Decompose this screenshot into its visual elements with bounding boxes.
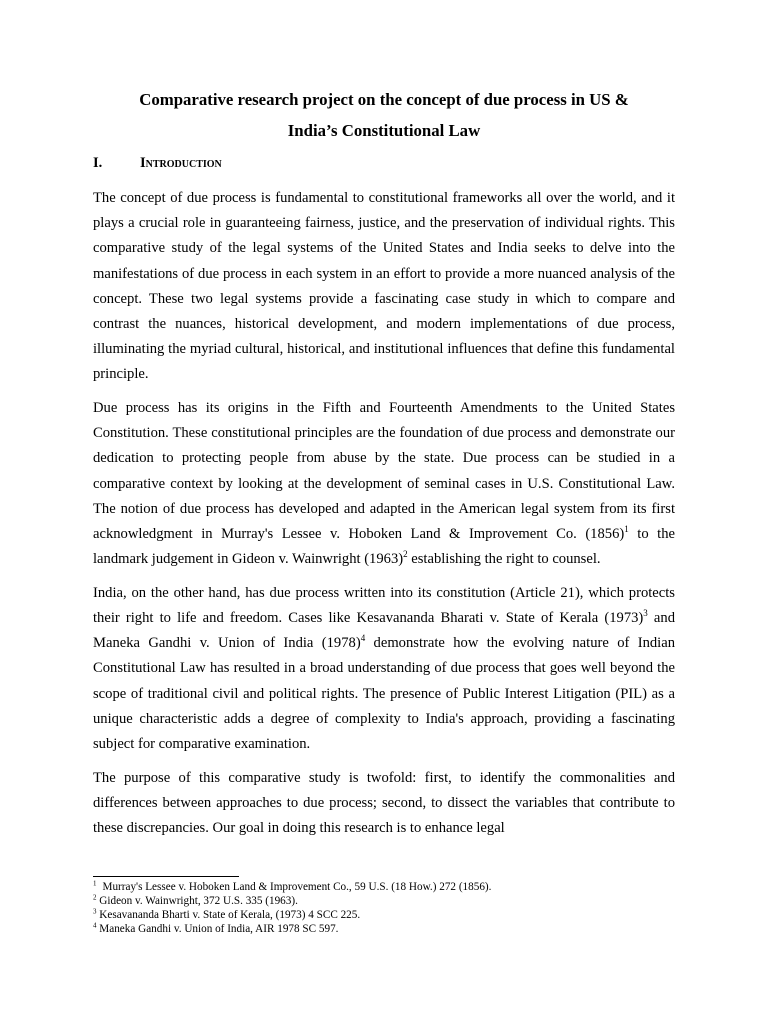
footnote-ref-3: 3 xyxy=(643,608,648,619)
title-line-2: India’s Constitutional Law xyxy=(287,121,481,140)
footnote-2: $^2$ Gideon v. Wainwright, 372 U.S. 335 (1963). xyxy=(93,893,298,907)
section-number: I. xyxy=(93,155,103,171)
footnote-divider xyxy=(93,876,239,877)
footnote-3: $^3$ Kesavananda Bharti v. State of Kerala, (1973) 4 SCC 225. xyxy=(93,907,361,921)
footnote-4: $^4$ Maneka Gandhi v. Union of India, AIR 1978 SC 597. xyxy=(93,921,339,935)
title-line-1: Comparative research project on the concept of due process in US & xyxy=(139,90,629,109)
paragraph-2: Due process has its origins in the Fifth and Fourteenth Amendments to the United States Constitution. These constitutional principles are the foundation of due process and demonstrate our dedication to protecting people from abuse by the state. Due process can be studied in a comparative context by looking at the development of seminal cases in U.S. Constitutional Law. The notion of due process has developed and adapted in the American legal system from its first acknowledgment in Murray's Lessee v. Hoboken Land & Improvement Co. $(1856)^1$ to the landmark judgement in Gideon v. Wainwright $(1963)^2$ establishing the right to counsel. xyxy=(93,400,675,568)
paragraph-1: The concept of due process is fundamental to constitutional frameworks all over the world, and it plays a crucial role in guaranteeing fairness, justice, and the preservation of individual rights. This comparative study of the legal systems of the United States and India seeks to delve into the manifestations of due process in each system in an effort to provide a more nuanced analysis of the concept. These two legal systems provide a fascinating case study in which to compare and contrast the nuances, historical development, and modern implementations of due process, illuminating the myriad cultural, historical, and institutional influences that define this fundamental principle. xyxy=(93,190,675,383)
footnote-ref-2: 2 xyxy=(403,549,408,560)
footnote-ref-1: 1 xyxy=(624,524,629,535)
section-title: Introduction xyxy=(140,155,222,171)
section-heading xyxy=(93,155,222,172)
footnote-ref-4: 4 xyxy=(360,633,366,644)
paragraph-3: India, on the other hand, has due process written into its constitution (Article 21), which protects their right to life and freedom. Cases like Kesavananda Bharati v. State of Kerala $(1973)^3$ and Maneka Gandhi v. Union of India $(1978)^4$ demonstrate how the evolving nature of Indian Constitutional Law has resulted in a broad understanding of due process that goes well beyond the scope of traditional civil and political rights. The presence of Public Interest Litigation (PIL) as a unique characteristic adds a degree of complexity to India's approach, providing a fascinating subject for comparative examination. xyxy=(93,584,675,753)
paragraph-4: The purpose of this comparative study is twofold: first, to identify the commonalities and differences between approaches to due process; second, to dissect the variables that contribute to these discrepancies. Our goal in doing this research is to enhance legal xyxy=(93,769,675,837)
document-body xyxy=(93,186,675,850)
footnote-1: $^1$ Murray's Lessee v. Hoboken Land & Improvement Co., 59 U.S. (18 How.) 272 (1856). xyxy=(93,879,492,893)
document-title xyxy=(93,84,675,146)
footnotes xyxy=(93,876,675,936)
